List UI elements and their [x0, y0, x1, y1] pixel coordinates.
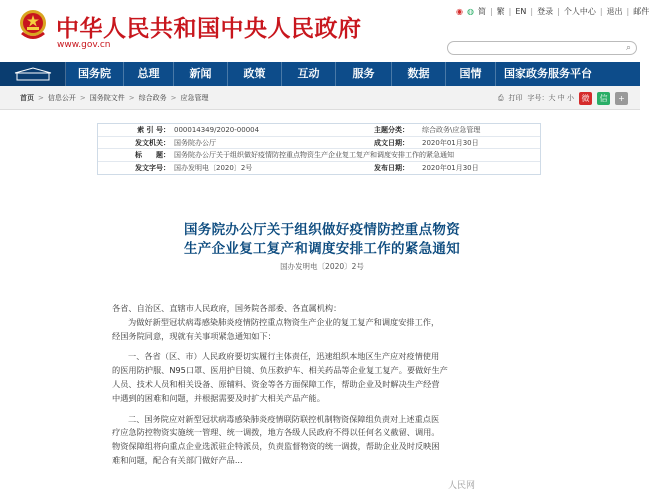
index-value: 000014349/2020-00004 [174, 126, 260, 134]
link-traditional[interactable]: 繁 [496, 7, 505, 16]
index-label: 索 引 号： [137, 126, 170, 134]
link-user-center[interactable]: 个人中心 [563, 7, 596, 16]
nav-services[interactable]: 服务 [336, 62, 392, 86]
site-header [0, 0, 649, 62]
article-body [112, 302, 532, 468]
share-weibo-icon[interactable]: 微 [579, 92, 592, 105]
print-icon[interactable]: ⎙ [497, 93, 504, 102]
topic-label: 主题分类： [374, 126, 409, 134]
docno-label: 发文字号： [135, 163, 170, 172]
article [112, 221, 532, 498]
date-label: 成文日期： [374, 138, 409, 147]
print-link[interactable]: 打印 [508, 94, 523, 102]
topic-value: 综合政务\应急管理 [422, 126, 481, 134]
wechat-icon[interactable]: ◍ [466, 7, 474, 16]
search-icon[interactable]: ⌕ [625, 43, 631, 53]
issuer-label: 发文机关： [135, 138, 170, 147]
crumb-disclosure[interactable]: 信息公开 [47, 93, 76, 102]
breadcrumb: 首页 > 信息公开 > 国务院文件 > 综合政务 > 应急管理 ⎙ 打印 字号：大 中 小 微 信 + [0, 86, 640, 110]
link-logout[interactable]: 退出 [606, 7, 623, 16]
docno-value: 国办发明电〔2020〕2号 [174, 163, 253, 172]
paragraph-1-line-1: 为做好新型冠状病毒感染肺炎疫情防控重点物资生产企业的复工复产和调度安排工作， [128, 316, 440, 327]
paragraph-3-line-3: 物资保障组将向重点企业选派驻企特派员，负责监督物资的统一调拨，帮助企业及时反映困 [112, 441, 440, 452]
paragraph-2-line-4: 中遇到的困难和问题，并根据需要及时扩大相关产品产能。 [112, 392, 325, 403]
article-title [112, 221, 532, 259]
paragraph-2-line-2: 的医用防护服、N95口罩、医用护目镜、负压救护车、相关药品等企业复工复产。要做好生产 [112, 365, 448, 376]
nav-home-icon[interactable] [0, 62, 66, 86]
article-title-line-2: 生产企业复工复产和调度安排工作的紧急通知 [184, 241, 460, 257]
crumb-general[interactable]: 综合政务 [138, 93, 167, 102]
site-domain: www.gov.cn [57, 40, 111, 50]
nav-news[interactable]: 新闻 [174, 62, 228, 86]
nav-premier[interactable]: 总理 [124, 62, 174, 86]
share-wechat-icon[interactable]: 信 [597, 92, 610, 105]
top-links: ◉ ◍ 简 | 繁 | EN | 登录 | 个人中心 | 退出 | 邮件 [456, 7, 649, 16]
weibo-icon[interactable]: ◉ [456, 7, 463, 16]
document-info-table [97, 123, 541, 175]
watermark: 人民网 [448, 481, 476, 491]
national-emblem-icon[interactable] [18, 8, 48, 42]
font-size-control[interactable]: 字号：大 中 小 [527, 94, 574, 102]
article-doc-number: 国办发明电〔2020〕2号 [280, 262, 364, 271]
paragraph-3-line-4: 难和问题，配合有关部门做好产品... [112, 454, 243, 465]
pub-value: 2020年01月30日 [422, 163, 479, 172]
link-english[interactable]: EN [515, 7, 527, 16]
paragraph-3-line-2: 疗应急防控物资实施统一管理、统一调拨，地方各级人民政府不得以任何名义截留、调用。 [112, 427, 440, 438]
nav-policy[interactable]: 政策 [228, 62, 282, 86]
title-label: 标 题： [135, 151, 170, 159]
paragraph-2-line-1: 一、各省（区、市）人民政府要切实履行主体责任，迅速组织本地区生产应对疫情使用 [128, 351, 440, 362]
nav-service-platform[interactable]: 国家政务服务平台 [504, 67, 592, 80]
date-value: 2020年01月30日 [422, 138, 479, 147]
nav-interaction[interactable]: 互动 [282, 62, 336, 86]
site-title[interactable]: 中华人民共和国中央人民政府 [56, 15, 362, 42]
link-login[interactable]: 登录 [537, 7, 554, 16]
nav-state-council[interactable]: 国务院 [66, 62, 124, 86]
issuer-value: 国务院办公厅 [174, 138, 216, 147]
page-tools [498, 86, 628, 110]
pub-label: 发布日期： [374, 163, 409, 172]
paragraph-3-line-1: 二、国务院应对新型冠状病毒感染肺炎疫情联防联控机制物资保障组负责对上述重点医 [128, 413, 440, 424]
paragraph-2-line-3: 人员、技术人员和相关设备、原辅料、资金等各方面保障工作，帮助企业及时解决生产经营 [112, 378, 440, 389]
nav-data[interactable]: 数据 [392, 62, 446, 86]
title-value: 国务院办公厅关于组织做好疫情防控重点物资生产企业复工复产和调度安排工作的紧急通知 [174, 151, 454, 159]
paragraph-1-line-2: 经国务院同意，现就有关事项紧急通知如下： [112, 330, 276, 341]
crumb-state-docs[interactable]: 国务院文件 [89, 93, 125, 102]
link-mail[interactable]: 邮件 [633, 7, 649, 16]
nav-national-info[interactable]: 国情 [446, 62, 496, 86]
link-simplified[interactable]: 简 [477, 7, 486, 16]
search-box [447, 41, 637, 55]
crumb-home[interactable]: 首页 [20, 93, 34, 102]
crumb-emergency[interactable]: 应急管理 [180, 93, 209, 102]
main-nav [0, 62, 640, 86]
salutation: 各省、自治区、直辖市人民政府，国务院各部委、各直属机构： [112, 303, 342, 313]
share-more-icon[interactable]: + [615, 92, 628, 105]
article-title-line-1: 国务院办公厅关于组织做好疫情防控重点物资 [184, 222, 460, 238]
search-input[interactable] [454, 49, 624, 61]
